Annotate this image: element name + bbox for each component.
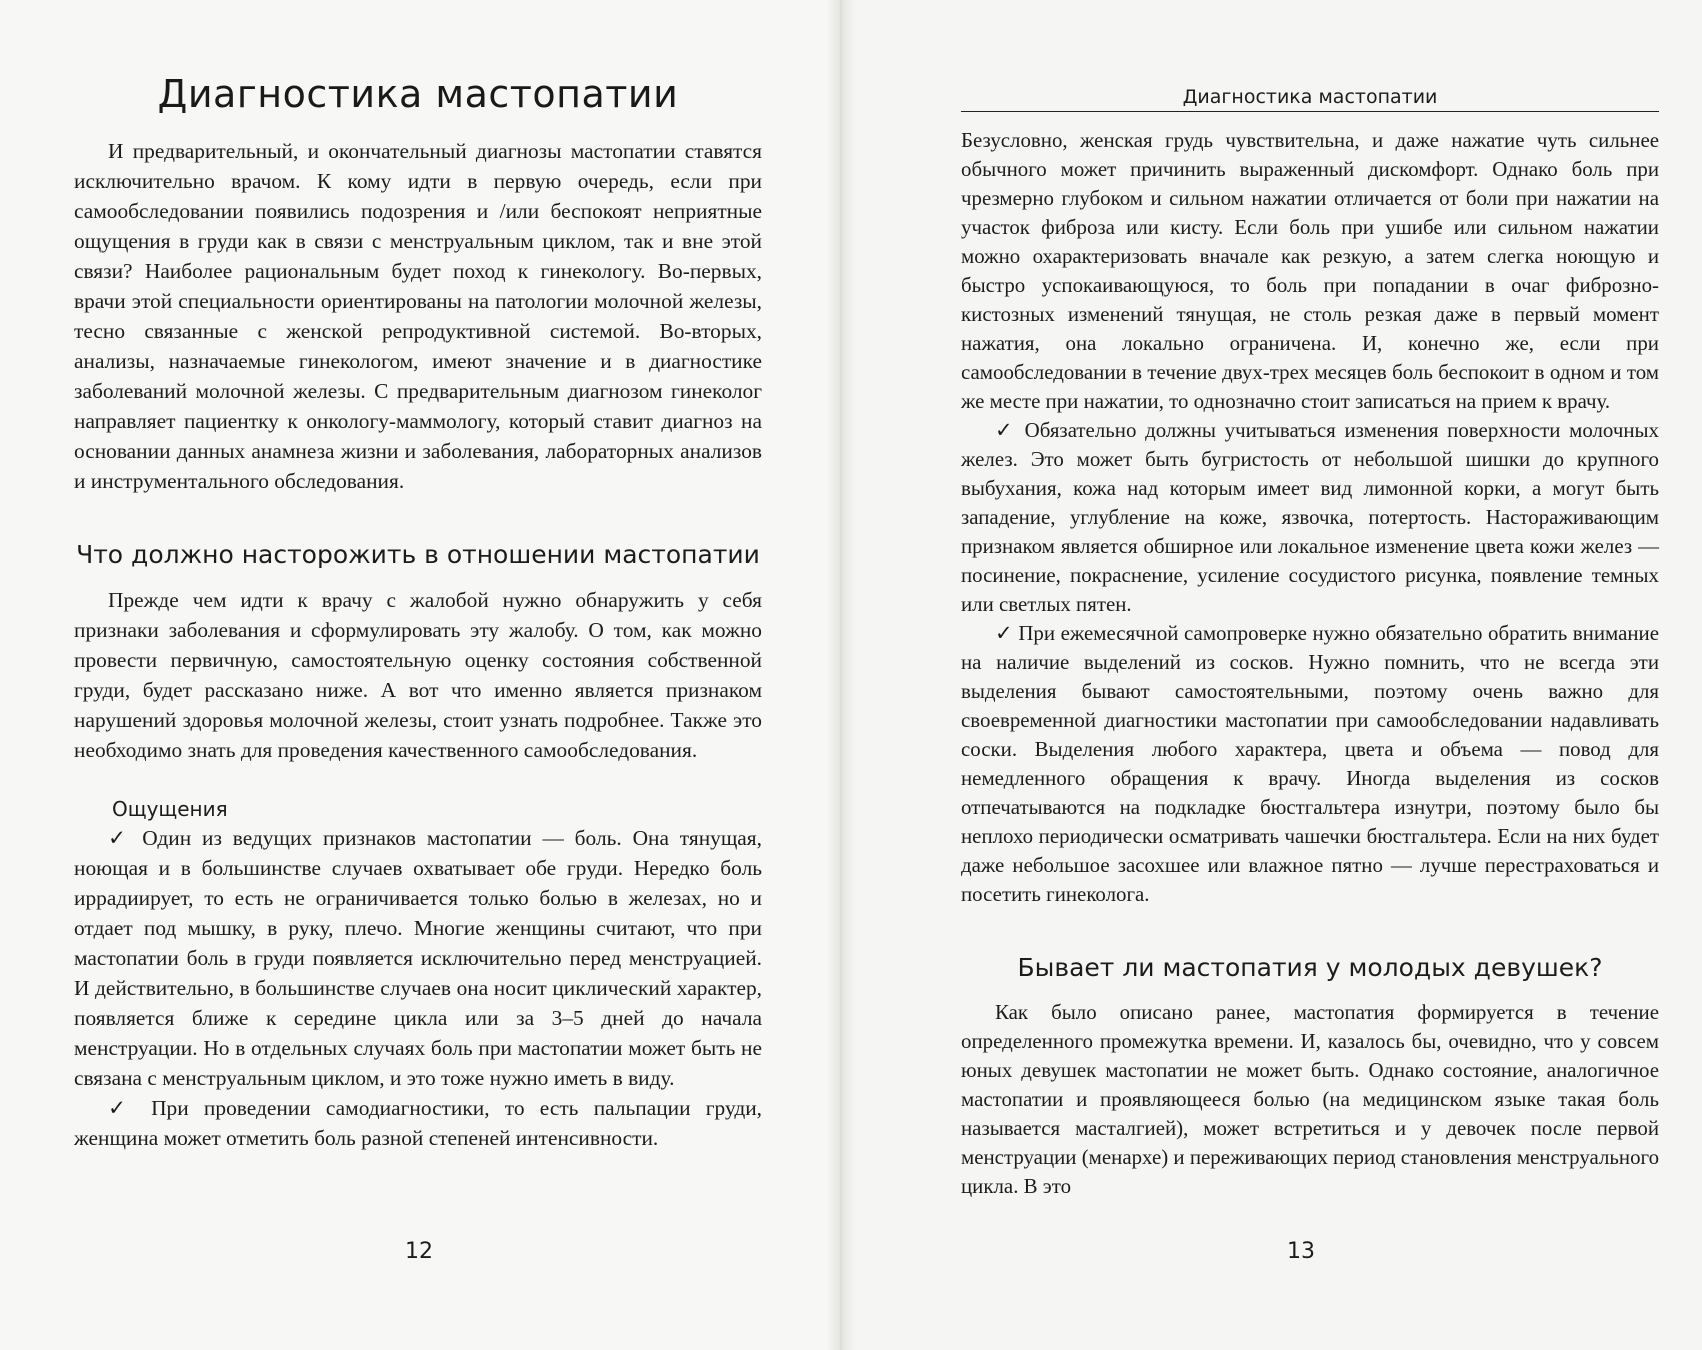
section-title-young-girls: Бывает ли мастопатия у молодых девушек?	[1017, 953, 1603, 982]
page-number-left: 12	[405, 1239, 433, 1264]
page-number-right: 13	[1287, 1239, 1315, 1264]
book-gutter-shadow	[826, 0, 856, 1350]
running-head: Диагностика мастопатии	[961, 86, 1659, 112]
continued-paragraph: Безусловно, женская грудь чувствительна, и даже нажатие чуть сильнее обычного может причинить выраженный дискомфорт. Однако боль при чрезмерно глубоком и сильном нажатии отличается от боли при нажатии на участок фиброза или кисту. Если боль при ушибе или сильном нажатии можно охарактеризовать вначале как резкую, а затем слегка ноющую и быстро успокаивающуюся, то боль при попадании в очаг фиброзно-кистозных изменений тянущая, не столь резкая даже в первый момент нажатия, она локально ограничена. И, конечно же, если при самообследовании в течение двух-трех месяцев боль беспокоит в одном и том же месте при нажатии, то однозначно стоит записаться на прием к врачу.	[961, 128, 1659, 413]
right-page-content	[961, 86, 1659, 1201]
left-page	[0, 0, 840, 1350]
bullet-pain: ✓ Один из ведущих признаков мастопатии — боль. Она тянущая, ноющая и в большинстве случаев охватывает обе груди. Нередко боль иррадиирует, то есть не ограничивается только болью в железах, но и отдает под мышку, в руку, плечо. Многие женщины считают, что при мастопатии боль в груди появляется исключительно перед менструацией. И действительно, в большинстве случаев она носит циклический характер, появляется ближе к середине цикла или за 3–5 дней до начала менструации. Но в отдельных случаях боль при мастопатии может быть не связана с менструальным циклом, и это тоже нужно иметь в виду.	[74, 826, 762, 1090]
bullet-surface-changes: ✓ Обязательно должны учитываться изменения поверхности молочных желез. Это может быть бугристость от небольшой шишки до крупного выбухания, кожа над которым имеет вид лимонной корки, а могут быть западение, углубление на коже, язвочка, потертость. Настораживающим признаком является обширное или локальное изменение цвета кожи желез — посинение, покраснение, усиление сосудистого рисунка, появление темных или светлых пятен.	[961, 418, 1659, 616]
section-title-warning-signs: Что должно насторожить в отношении мастопатии	[76, 540, 760, 569]
warning-signs-paragraph: Прежде чем идти к врачу с жалобой нужно обнаружить у себя признаки заболевания и сформулировать эту жалобу. О том, как можно провести первичную, самостоятельную оценку состояния собственной груди, будет рассказано ниже. А вот что именно является признаком нарушений здоровья молочной железы, стоит узнать подробнее. Также это необходимо знать для проведения качественного самообследования.	[74, 588, 762, 762]
young-girls-paragraph: Как было описано ранее, мастопатия формируется в течение определенного промежутка времени. И, казалось бы, очевидно, что у совсем юных девушек мастопатии не может быть. Однако состояние, аналогичное мастопатии и проявляющееся болью (на медицинском языке такая боль называется масталгией), может встретиться и у девочек после первой менструации (менархе) и переживающих период становления менструального цикла. В это	[961, 1000, 1660, 1198]
chapter-title: Диагностика мастопатии	[157, 72, 679, 116]
right-page	[845, 0, 1702, 1350]
subsection-title-sensations: Ощущения	[112, 797, 228, 821]
bullet-palpation: ✓ При проведении самодиагностики, то есть пальпации груди, женщина может отметить боль разной степеней интенсивности.	[74, 1096, 762, 1150]
bullet-discharge: ✓ При ежемесячной самопроверке нужно обязательно обратить внимание на наличие выделений из сосков. Нужно помнить, что не всегда эти выделения бывают самостоятельными, поэтому очень важно для своевременной диагностики мастопатии при самообследовании надавливать соски. Выделения любого характера, цвета и объема — повод для немедленного обращения к врачу. Иногда выделения из сосков отпечатываются на подкладке бюстгальтера изнутри, поэтому было бы неплохо периодически осматривать чашечки бюстгальтера. Если на них будет даже небольшое засохшее или влажное пятно — лучше перестраховаться и посетить гинеколога.	[961, 621, 1659, 906]
left-page-content	[74, 72, 762, 1153]
intro-paragraph: И предварительный, и окончательный диагнозы мастопатии ставятся исключительно врачом. К кому идти в первую очередь, если при самообследовании появились подозрения и /или беспокоят неприятные ощущения в груди как в связи с менструальным циклом, так и вне этой связи? Наиболее рациональным будет поход к гинекологу. Во-первых, врачи этой специальности ориентированы на патологии молочной железы, тесно связанные с женской репродуктивной системой. Во-вторых, анализы, назначаемые гинекологом, имеют значение и в диагностике заболеваний молочной железы. С предварительным диагнозом гинеколог направляет пациентку к онкологу-маммологу, который ставит диагноз на основании данных анамнеза жизни и заболевания, лабораторных анализов и инструментального обследования.	[74, 139, 762, 493]
